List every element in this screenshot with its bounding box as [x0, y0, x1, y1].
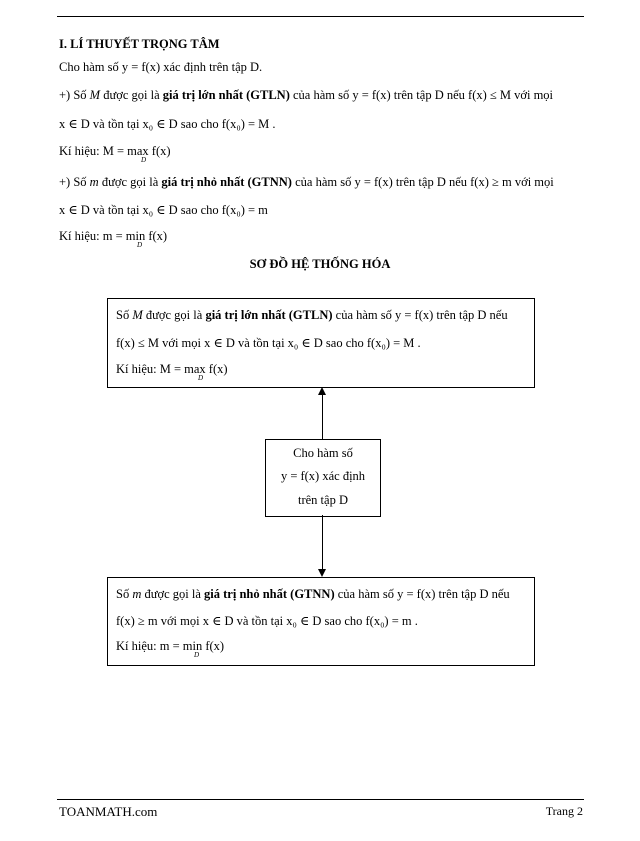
- text: của hàm số y = f(x) trên tập D nếu: [335, 308, 508, 322]
- box-min-line1: [116, 587, 510, 602]
- header-rule: [57, 16, 584, 17]
- subscript-d: D: [137, 241, 143, 249]
- term-gtln: giá trị lớn nhất (GTLN): [205, 308, 333, 322]
- text: được gọi là: [101, 175, 159, 189]
- var-m: m: [89, 175, 99, 189]
- subscript-d: D: [198, 374, 204, 382]
- text: của hàm số y = f(x) trên tập D nếu f(x) ≥ m với mọi: [295, 175, 554, 189]
- term-gtnn: giá trị nhỏ nhất (GTNN): [161, 175, 292, 189]
- max-notation: [59, 144, 171, 164]
- box-min-line2: f(x) ≥ m với mọi x ∈ D và tồn tại x₀ ∈ D sao cho f(x₀) = m .: [116, 614, 418, 628]
- box-max-line2: f(x) ≤ M với mọi x ∈ D và tồn tại x₀ ∈ D sao cho f(x₀) = M .: [116, 336, 421, 350]
- box-min-line3: [116, 639, 225, 659]
- min-definition-line1: [59, 175, 554, 190]
- text: được gọi là: [103, 88, 160, 102]
- text: của hàm số y = f(x) trên tập D nếu f(x) ≤ M với mọi: [292, 88, 554, 102]
- min-notation: [59, 229, 168, 249]
- text: được gọi là: [144, 587, 201, 601]
- var-m: m: [132, 587, 142, 601]
- min-definition-line2: x ∈ D và tồn tại x₀ ∈ D sao cho f(x₀) = m: [59, 203, 268, 217]
- box-center-line3: trên tập D: [298, 493, 348, 507]
- box-max-notation: Kí hiệu: M = max f(x): [116, 362, 228, 376]
- text: Số: [116, 308, 130, 322]
- arrow-down-icon: [318, 569, 326, 577]
- subscript-d: D: [141, 156, 147, 164]
- min-notation-text: Kí hiệu: m = min f(x): [59, 229, 168, 243]
- footer-site: TOANMATH.com: [59, 804, 158, 819]
- diagram-title: SƠ ĐỒ HỆ THỐNG HÓA: [249, 257, 391, 271]
- section-title: I. LÍ THUYẾT TRỌNG TÂM: [59, 37, 220, 51]
- footer-rule: [57, 799, 584, 800]
- box-center-line2: y = f(x) xác định: [280, 469, 366, 483]
- max-definition-line1: [59, 88, 553, 103]
- footer-page-number: Trang 2: [545, 804, 583, 818]
- diagram-box-min: [107, 577, 535, 666]
- var-M: M: [89, 88, 101, 102]
- box-max-line1: [116, 308, 508, 323]
- box-min-notation: Kí hiệu: m = min f(x): [116, 639, 225, 653]
- term-gtnn: giá trị nhỏ nhất (GTNN): [204, 587, 335, 601]
- intro-text: Cho hàm số y = f(x) xác định trên tập D.: [59, 60, 263, 74]
- subscript-d: D: [194, 651, 200, 659]
- max-definition-line2: x ∈ D và tồn tại x₀ ∈ D sao cho f(x₀) = M .: [59, 117, 276, 131]
- var-M: M: [132, 308, 143, 322]
- box-max-line3: [116, 362, 228, 382]
- text: +) Số: [59, 88, 87, 102]
- term-gtln: giá trị lớn nhất (GTLN): [162, 88, 290, 102]
- text: được gọi là: [145, 308, 203, 322]
- diagram-box-center: [265, 439, 381, 517]
- max-notation-text: Kí hiệu: M = max f(x): [59, 144, 171, 158]
- connector-up: [322, 394, 323, 439]
- text: của hàm số y = f(x) trên tập D nếu: [337, 587, 510, 601]
- text: Số: [116, 587, 130, 601]
- box-center-line1: Cho hàm số: [293, 446, 353, 460]
- text: +) Số: [59, 175, 87, 189]
- diagram-box-max: [107, 298, 535, 388]
- connector-down: [322, 515, 323, 570]
